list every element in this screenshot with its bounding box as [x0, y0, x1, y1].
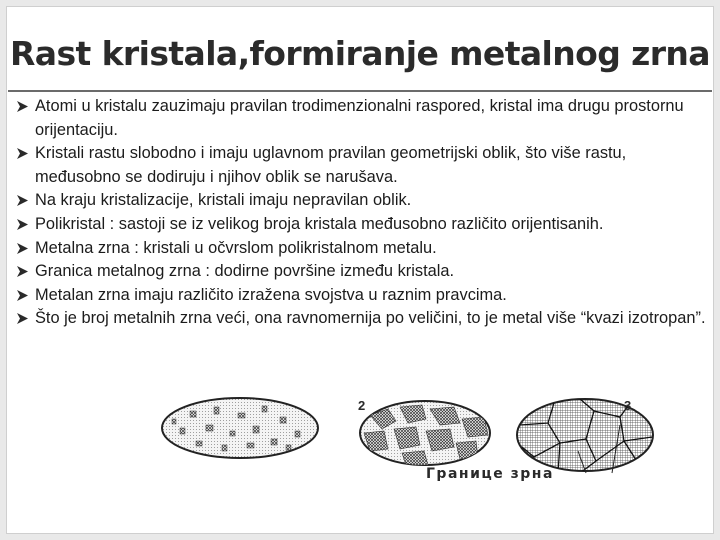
title-divider [8, 90, 712, 92]
bullet-item [14, 260, 708, 284]
arrow-bullet-icon [16, 289, 30, 302]
bullet-text: Metalan zrna imaju različito izražena svojstva u raznim pravcima. [35, 285, 507, 304]
bullet-item [14, 237, 708, 261]
slide-title: Rast kristala,formiranje metalnog zrna [10, 34, 710, 73]
stage-2-growing-crystals [360, 401, 490, 465]
arrow-bullet-icon [16, 147, 30, 160]
bullet-item [14, 142, 708, 189]
bullet-text: Na kraju kristalizacije, kristali imaju nepravilan oblik. [35, 191, 412, 210]
stage-number: 3 [624, 398, 632, 413]
bullet-item [14, 307, 708, 331]
arrow-bullet-icon [16, 194, 30, 207]
bullet-list [14, 95, 708, 331]
arrow-bullet-icon [16, 218, 30, 231]
bullet-text: Granica metalnog zrna : dodirne površine između kristala. [35, 262, 455, 281]
arrow-bullet-icon [16, 100, 30, 113]
stage-1-nuclei [162, 398, 318, 458]
bullet-text: Metalna zrna : kristali u očvrslom polikristalnom metalu. [35, 238, 437, 257]
arrow-bullet-icon [16, 265, 30, 278]
bullet-item [14, 95, 708, 142]
bullet-text: Što je broj metalnih zrna veći, ona ravnomernija po veličini, to je metal više “kvazi izotropan”. [35, 309, 706, 328]
arrow-bullet-icon [16, 242, 30, 255]
bullet-item [14, 284, 708, 308]
stage-number: 2 [358, 398, 366, 413]
bullet-item [14, 213, 708, 237]
stage-3-grains [517, 399, 653, 473]
bullet-item [14, 189, 708, 213]
bullet-text: Atomi u kristalu zauzimaju pravilan trodimenzionalni raspored, kristal ima drugu prostornu orijentaciju. [35, 97, 684, 139]
bullet-text: Polikristal : sastoji se iz velikog broja kristala međusobno različito orijentisanih. [35, 214, 604, 233]
grain-boundaries-caption: Границе зрна [426, 466, 554, 482]
arrow-bullet-icon [16, 312, 30, 325]
bullet-text: Kristali rastu slobodno i imaju uglavnom pravilan geometrijski oblik, što više rastu, međusobno se dodiruju i njihov oblik se narušava. [35, 144, 627, 186]
